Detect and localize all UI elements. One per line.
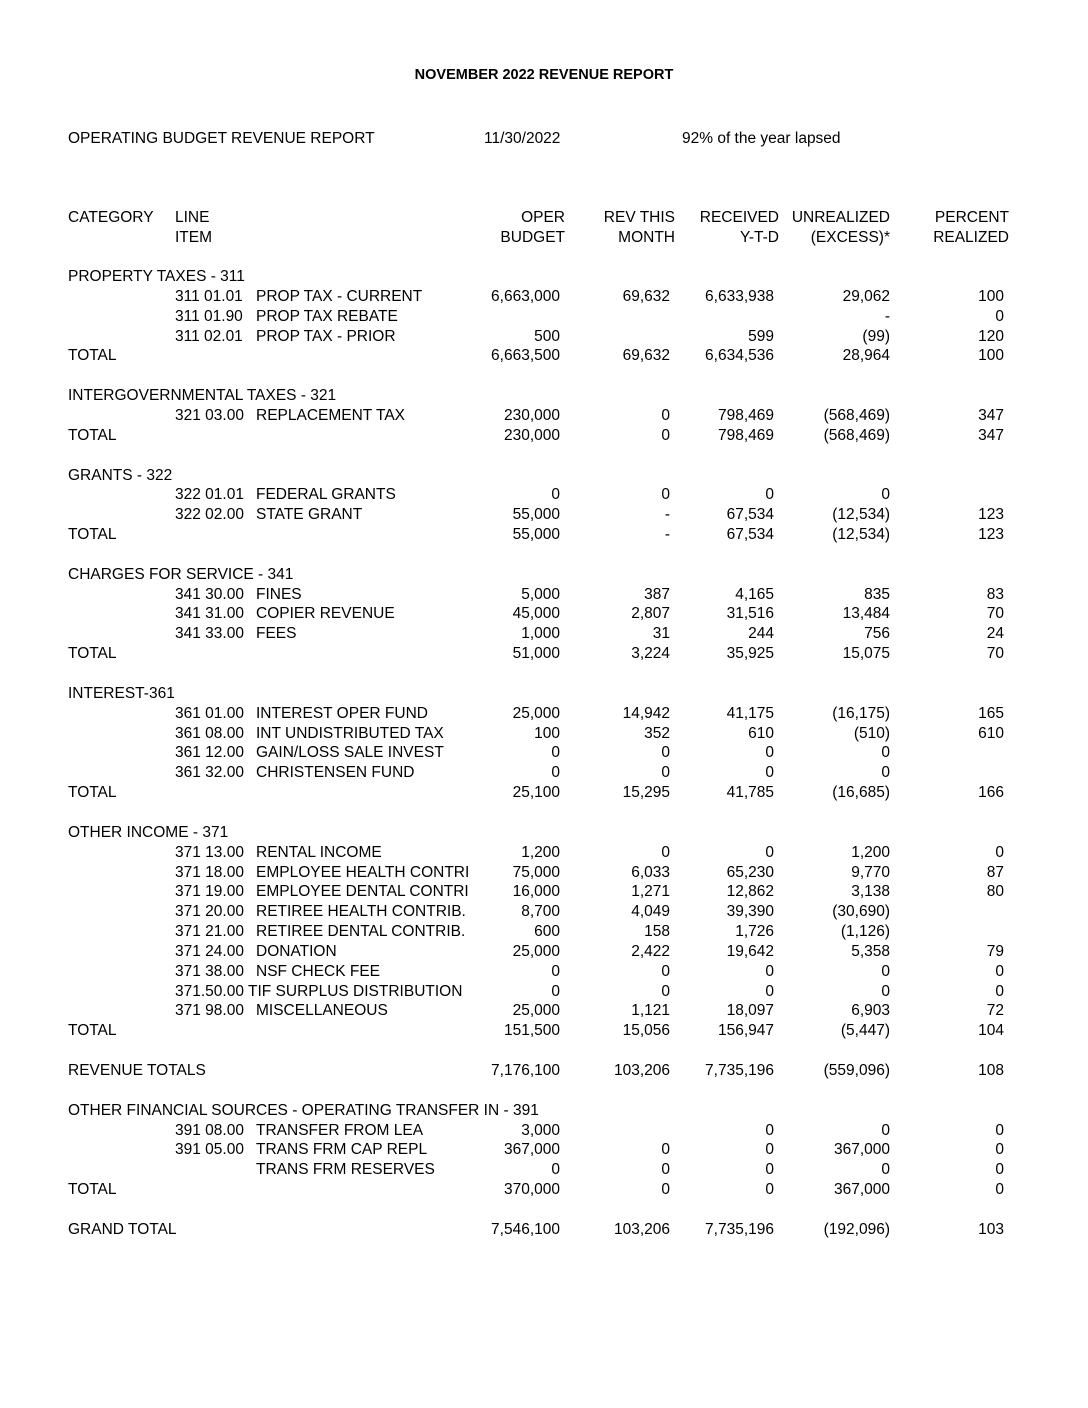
cell-percent-realized: 79	[986, 942, 1004, 960]
cell-percent-realized: 610	[978, 724, 1004, 742]
cell-percent-realized: 0	[995, 982, 1004, 1000]
line-item-code: 322 02.00	[175, 506, 244, 524]
cell-percent-realized: 0	[995, 843, 1004, 861]
cell-unrealized: (12,534)	[832, 506, 890, 524]
line-item-description: REPLACEMENT TAX	[256, 406, 406, 424]
cell-rev-this-month: 0	[661, 1161, 670, 1179]
cell-unrealized: 0	[881, 1121, 890, 1139]
line-item-code: 361 12.00	[175, 744, 244, 762]
cell-unrealized: (1,126)	[840, 923, 890, 941]
cell-received-ytd: 67,534	[726, 526, 774, 544]
cell-budget: 230,000	[503, 426, 560, 444]
cell-received-ytd: 244	[748, 625, 774, 643]
cell-unrealized: 6,903	[851, 1002, 890, 1020]
cell-percent-realized: 87	[986, 863, 1004, 881]
header-percent-2: REALIZED	[933, 229, 1009, 246]
cell-received-ytd: 0	[765, 1181, 774, 1199]
line-item-code: 371 21.00	[175, 923, 244, 941]
cell-percent-realized: 24	[986, 625, 1004, 643]
cell-received-ytd: 1,726	[735, 923, 774, 941]
header-ytd-1: RECEIVED	[699, 209, 779, 226]
header-percent-1: PERCENT	[934, 209, 1009, 226]
line-item-code: 361 08.00	[175, 724, 244, 742]
cell-received-ytd: 65,230	[726, 863, 774, 881]
cell-rev-this-month: 4,049	[631, 903, 670, 921]
line-item-description: INTEREST OPER FUND	[256, 704, 428, 722]
year-lapsed-note: 92% of the year lapsed	[682, 130, 841, 147]
cell-budget: 25,000	[512, 704, 560, 722]
cell-unrealized: (16,175)	[832, 704, 890, 722]
cell-rev-this-month: 0	[661, 843, 670, 861]
cell-received-ytd: 7,735,196	[705, 1220, 774, 1238]
header-unrealized-2: (EXCESS)*	[810, 229, 890, 246]
report-date: 11/30/2022	[484, 130, 561, 147]
line-item-code: 371 24.00	[175, 942, 244, 960]
cell-percent-realized: 108	[978, 1062, 1004, 1079]
line-item-code: 341 31.00	[175, 605, 244, 623]
cell-rev-this-month: 2,807	[631, 605, 670, 623]
cell-budget: 600	[534, 923, 560, 941]
cell-budget: 75,000	[512, 863, 560, 881]
line-item-code: 361 32.00	[175, 764, 244, 782]
cell-rev-this-month: 1,271	[631, 883, 670, 901]
cell-received-ytd: 12,862	[726, 883, 774, 901]
line-item-description: FEES	[256, 625, 297, 643]
total-label: TOTAL	[68, 1022, 117, 1040]
cell-budget: 370,000	[503, 1181, 560, 1199]
cell-budget: 7,176,100	[491, 1062, 560, 1079]
cell-percent-realized: 70	[986, 605, 1004, 623]
cell-rev-this-month: -	[664, 526, 670, 544]
cell-rev-this-month: 352	[644, 724, 670, 742]
cell-received-ytd: 0	[765, 1141, 774, 1159]
total-label: REVENUE TOTALS	[68, 1062, 206, 1079]
line-item-description: EMPLOYEE HEALTH CONTRI	[256, 863, 470, 881]
cell-rev-this-month: 158	[644, 923, 670, 941]
cell-received-ytd: 35,925	[726, 645, 774, 663]
cell-budget: 0	[551, 982, 560, 1000]
cell-budget: 0	[551, 962, 560, 980]
report-title: NOVEMBER 2022 REVENUE REPORT	[414, 67, 674, 83]
cell-rev-this-month: 0	[661, 962, 670, 980]
cell-rev-this-month: 31	[652, 625, 670, 643]
cell-received-ytd: 0	[765, 486, 774, 504]
cell-rev-this-month: 1,121	[631, 1002, 670, 1020]
line-item-code: 371 13.00	[175, 843, 244, 861]
line-item-code: 311 01.01	[175, 287, 243, 305]
cell-budget: 7,546,100	[491, 1220, 560, 1238]
cell-rev-this-month: -	[664, 506, 670, 524]
section-heading: PROPERTY TAXES - 311	[68, 268, 245, 285]
line-item-description: FEDERAL GRANTS	[256, 486, 396, 504]
cell-budget: 100	[534, 724, 560, 742]
cell-received-ytd: 41,175	[726, 704, 774, 722]
cell-rev-this-month: 69,632	[622, 347, 670, 365]
line-item-code: 322 01.01	[175, 486, 244, 504]
cell-percent-realized: 123	[978, 506, 1004, 524]
line-item-description: PROP TAX REBATE	[256, 307, 398, 325]
line-item-code: 311 01.90	[175, 307, 243, 325]
cell-unrealized: 0	[881, 486, 890, 504]
line-item-code: 391 08.00	[175, 1121, 244, 1139]
cell-unrealized: (568,469)	[823, 406, 890, 424]
line-item-description: COPIER REVENUE	[256, 605, 395, 623]
line-item-code: 391 05.00	[175, 1141, 244, 1159]
cell-percent-realized: 166	[978, 784, 1004, 802]
cell-budget: 25,000	[512, 942, 560, 960]
line-item-description: INT UNDISTRIBUTED TAX	[256, 724, 444, 742]
section-heading: CHARGES FOR SERVICE - 341	[68, 565, 294, 583]
cell-rev-this-month: 14,942	[622, 704, 670, 722]
line-item-code: 371 18.00	[175, 863, 244, 881]
cell-unrealized: (5,447)	[840, 1022, 890, 1040]
cell-received-ytd: 0	[765, 1161, 774, 1179]
cell-unrealized: 835	[864, 585, 890, 603]
line-item-code: 311 02.01	[175, 327, 243, 345]
cell-received-ytd: 6,634,536	[705, 347, 774, 365]
line-item-description: RETIREE HEALTH CONTRIB.	[256, 903, 466, 921]
cell-budget: 1,000	[521, 625, 560, 643]
cell-budget: 25,000	[512, 1002, 560, 1020]
cell-received-ytd: 0	[765, 962, 774, 980]
cell-budget: 25,100	[512, 784, 560, 802]
cell-budget: 0	[551, 1161, 560, 1179]
cell-unrealized: (12,534)	[832, 526, 890, 544]
cell-budget: 230,000	[503, 406, 560, 424]
line-item-description: TRANSFER FROM LEA	[256, 1121, 424, 1139]
cell-received-ytd: 798,469	[717, 426, 774, 444]
cell-budget: 151,500	[503, 1022, 560, 1040]
cell-unrealized: 5,358	[851, 942, 890, 960]
cell-budget: 0	[551, 486, 560, 504]
cell-rev-this-month: 15,295	[622, 784, 670, 802]
cell-received-ytd: 0	[765, 744, 774, 762]
header-item: ITEM	[175, 229, 213, 246]
cell-rev-this-month: 2,422	[631, 942, 670, 960]
cell-unrealized: 0	[881, 1161, 890, 1179]
cell-percent-realized: 100	[978, 287, 1004, 305]
line-item-code: 371 19.00	[175, 883, 244, 901]
cell-budget: 51,000	[512, 645, 560, 663]
cell-budget: 55,000	[512, 526, 560, 544]
cell-rev-this-month: 103,206	[613, 1220, 670, 1238]
cell-rev-this-month: 0	[661, 486, 670, 504]
cell-unrealized: 0	[881, 982, 890, 1000]
cell-percent-realized: 100	[978, 347, 1004, 365]
header-month-1: REV THIS	[603, 209, 675, 226]
cell-percent-realized: 83	[986, 585, 1004, 603]
cell-unrealized: 15,075	[842, 645, 890, 663]
cell-percent-realized: 0	[995, 1121, 1004, 1139]
line-item-code: 341 30.00	[175, 585, 244, 603]
cell-percent-realized: 123	[978, 526, 1004, 544]
cell-unrealized: 1,200	[851, 843, 890, 861]
cell-percent-realized: 0	[995, 962, 1004, 980]
line-item-description: EMPLOYEE DENTAL CONTRI	[256, 883, 469, 901]
cell-budget: 6,663,500	[491, 347, 560, 365]
cell-unrealized: -	[884, 307, 890, 325]
cell-received-ytd: 18,097	[726, 1002, 774, 1020]
cell-rev-this-month: 0	[661, 406, 670, 424]
cell-rev-this-month: 0	[661, 744, 670, 762]
cell-received-ytd: 0	[765, 764, 774, 782]
cell-percent-realized: 347	[978, 426, 1004, 444]
line-item-description: DONATION	[256, 942, 337, 960]
cell-unrealized: 367,000	[833, 1141, 890, 1159]
total-label: TOTAL	[68, 426, 117, 444]
cell-received-ytd: 7,735,196	[705, 1062, 774, 1079]
cell-percent-realized: 0	[995, 1161, 1004, 1179]
line-item-description: PROP TAX - PRIOR	[256, 327, 396, 345]
cell-received-ytd: 39,390	[726, 903, 774, 921]
line-item-description: NSF CHECK FEE	[256, 962, 381, 980]
cell-received-ytd: 0	[765, 843, 774, 861]
cell-received-ytd: 798,469	[717, 406, 774, 424]
cell-percent-realized: 103	[978, 1220, 1004, 1238]
line-item-description: STATE GRANT	[256, 506, 363, 524]
cell-received-ytd: 0	[765, 1121, 774, 1139]
cell-received-ytd: 599	[748, 327, 774, 345]
cell-budget: 5,000	[521, 585, 560, 603]
cell-rev-this-month: 6,033	[631, 863, 670, 881]
cell-unrealized: 13,484	[842, 605, 890, 623]
cell-received-ytd: 19,642	[726, 942, 774, 960]
line-item-code: 371 20.00	[175, 903, 244, 921]
line-item-description: GAIN/LOSS SALE INVEST	[256, 744, 444, 762]
cell-unrealized: 0	[881, 764, 890, 782]
cell-received-ytd: 0	[765, 982, 774, 1000]
cell-budget: 0	[551, 744, 560, 762]
section-heading: GRANTS - 322	[68, 466, 173, 484]
line-item-description: CHRISTENSEN FUND	[256, 764, 415, 782]
header-month-2: MONTH	[618, 229, 675, 246]
cell-received-ytd: 67,534	[726, 506, 774, 524]
cell-budget: 500	[534, 327, 560, 345]
section-heading: INTERGOVERNMENTAL TAXES - 321	[68, 387, 337, 405]
cell-rev-this-month: 0	[661, 982, 670, 1000]
cell-rev-this-month: 387	[644, 585, 670, 603]
header-ytd-2: Y-T-D	[739, 229, 779, 246]
section-heading: OTHER FINANCIAL SOURCES - OPERATING TRANSFER IN - 391	[68, 1101, 539, 1119]
cell-budget: 8,700	[521, 903, 560, 921]
section-heading: INTEREST-361	[68, 684, 175, 702]
cell-rev-this-month: 69,632	[622, 287, 670, 305]
line-item-description: RETIREE DENTAL CONTRIB.	[256, 923, 466, 941]
cell-percent-realized: 120	[978, 327, 1004, 345]
total-label: TOTAL	[68, 347, 117, 365]
cell-percent-realized: 0	[995, 1141, 1004, 1159]
cell-unrealized: 9,770	[851, 863, 890, 881]
total-label: TOTAL	[68, 526, 117, 544]
cell-unrealized: (559,096)	[823, 1062, 890, 1079]
header-unrealized-1: UNREALIZED	[791, 209, 890, 226]
cell-rev-this-month: 0	[661, 1141, 670, 1159]
total-label: TOTAL	[68, 784, 117, 802]
cell-budget: 55,000	[512, 506, 560, 524]
total-label: TOTAL	[68, 645, 117, 663]
header-line: LINE	[175, 209, 210, 226]
cell-received-ytd: 41,785	[726, 784, 774, 802]
cell-unrealized: (30,690)	[832, 903, 890, 921]
cell-percent-realized: 0	[995, 307, 1004, 325]
line-item-description: RENTAL INCOME	[256, 843, 382, 861]
cell-budget: 0	[551, 764, 560, 782]
cell-unrealized: (192,096)	[823, 1220, 890, 1238]
cell-received-ytd: 6,633,938	[705, 287, 774, 305]
line-item-description: MISCELLANEOUS	[256, 1002, 388, 1020]
cell-unrealized: 29,062	[842, 287, 890, 305]
line-item-code: 361 01.00	[175, 704, 244, 722]
cell-percent-realized: 0	[995, 1181, 1004, 1199]
cell-percent-realized: 104	[978, 1022, 1004, 1040]
cell-unrealized: 3,138	[851, 883, 890, 901]
cell-unrealized: (16,685)	[832, 784, 890, 802]
line-item-description: PROP TAX - CURRENT	[256, 287, 423, 305]
line-item-code: 371 38.00	[175, 962, 244, 980]
line-item-description: FINES	[256, 585, 302, 603]
cell-unrealized: (99)	[862, 327, 890, 345]
cell-percent-realized: 80	[986, 883, 1004, 901]
line-item-label: 371.50.00 TIF SURPLUS DISTRIBUTION	[175, 982, 463, 1000]
cell-unrealized: 0	[881, 744, 890, 762]
total-label: TOTAL	[68, 1181, 117, 1199]
cell-rev-this-month: 0	[661, 764, 670, 782]
cell-rev-this-month: 103,206	[613, 1062, 670, 1079]
line-item-code: 341 33.00	[175, 625, 244, 643]
cell-unrealized: (568,469)	[823, 426, 890, 444]
cell-rev-this-month: 15,056	[622, 1022, 670, 1040]
line-item-code: 371 98.00	[175, 1002, 244, 1020]
cell-budget: 6,663,000	[491, 287, 560, 305]
cell-rev-this-month: 3,224	[631, 645, 670, 663]
cell-unrealized: 367,000	[833, 1181, 890, 1199]
cell-budget: 367,000	[503, 1141, 560, 1159]
cell-percent-realized: 72	[986, 1002, 1004, 1020]
report-name: OPERATING BUDGET REVENUE REPORT	[68, 130, 375, 147]
cell-unrealized: 756	[864, 625, 890, 643]
cell-budget: 3,000	[521, 1121, 560, 1139]
line-item-description: TRANS FRM CAP REPL	[256, 1141, 428, 1159]
cell-rev-this-month: 0	[661, 426, 670, 444]
cell-unrealized: 28,964	[842, 347, 890, 365]
line-item-code: 321 03.00	[175, 406, 244, 424]
cell-rev-this-month: 0	[661, 1181, 670, 1199]
header-budget-1: OPER	[521, 209, 565, 226]
cell-budget: 1,200	[521, 843, 560, 861]
cell-unrealized: 0	[881, 962, 890, 980]
header-category: CATEGORY	[68, 209, 154, 226]
total-label: GRAND TOTAL	[68, 1220, 177, 1238]
section-heading: OTHER INCOME - 371	[68, 823, 229, 841]
cell-received-ytd: 31,516	[726, 605, 774, 623]
cell-percent-realized: 165	[978, 704, 1004, 722]
cell-received-ytd: 610	[748, 724, 774, 742]
cell-percent-realized: 70	[986, 645, 1004, 663]
cell-percent-realized: 347	[978, 406, 1004, 424]
cell-budget: 45,000	[512, 605, 560, 623]
cell-budget: 16,000	[512, 883, 560, 901]
cell-received-ytd: 4,165	[735, 585, 774, 603]
header-budget-2: BUDGET	[500, 229, 565, 246]
cell-unrealized: (510)	[853, 724, 890, 742]
cell-received-ytd: 156,947	[717, 1022, 774, 1040]
line-item-description: TRANS FRM RESERVES	[256, 1161, 435, 1179]
